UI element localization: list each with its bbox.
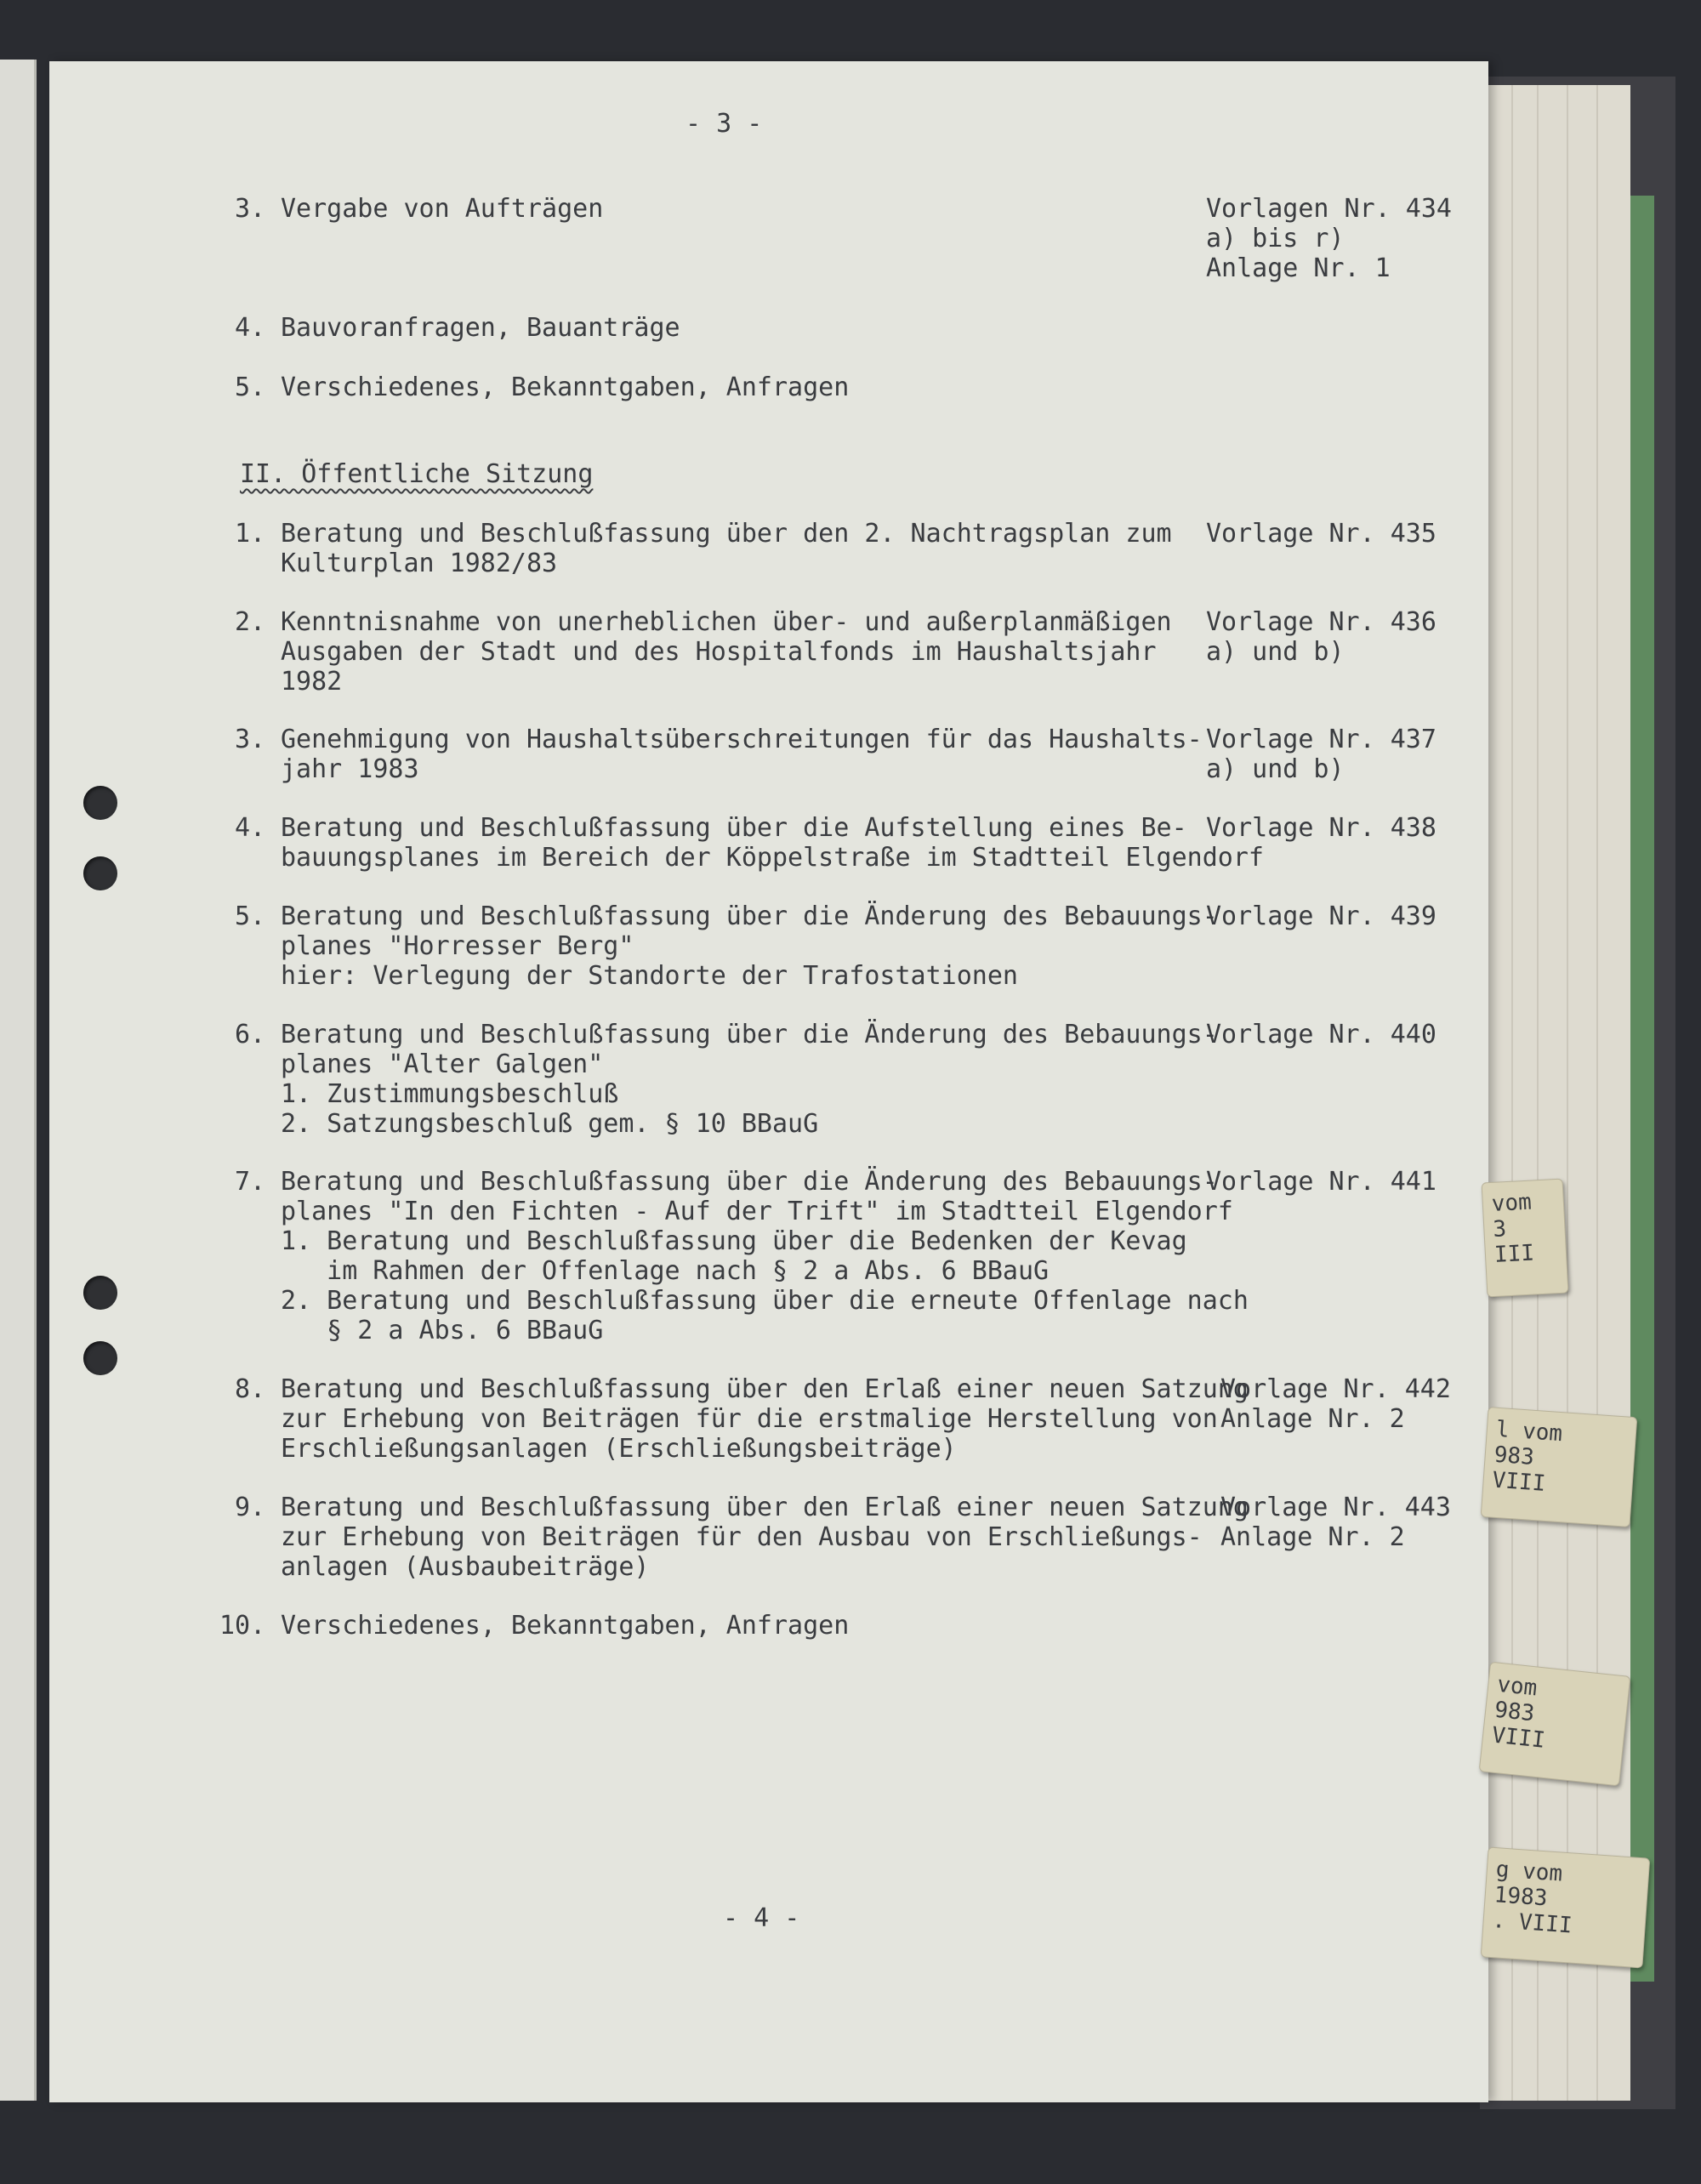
item-text-line: Beratung und Beschlußfassung über den Erlaß einer neuen Satzung: [281, 1493, 1249, 1522]
item-text-line: planes "Alter Galgen": [281, 1049, 604, 1079]
item-number: 1.: [235, 519, 266, 549]
item-text-line: Beratung und Beschlußfassung über den 2. Nachtragsplan zum: [281, 519, 1172, 549]
item-text-line: Bauvoranfragen, Bauanträge: [281, 313, 680, 343]
item-text-line: 1. Zustimmungsbeschluß: [281, 1079, 619, 1109]
item-text-line: Kenntnisnahme von unerheblichen über- und außerplanmäßigen: [281, 607, 1172, 637]
item-number: 4.: [235, 813, 266, 843]
item-number: 9.: [235, 1493, 266, 1522]
item-text-line: bauungsplanes im Bereich der Köppelstraße im Stadtteil Elgendorf: [281, 843, 1264, 873]
item-text-line: hier: Verlegung der Standorte der Trafostationen: [281, 961, 1018, 991]
page-number-bottom: - 4 -: [723, 1903, 800, 1933]
page-number-top: - 3 -: [686, 109, 763, 139]
item-text-line: 1. Beratung und Beschlußfassung über die Bedenken der Kevag: [281, 1226, 1187, 1256]
item-number: 6.: [235, 1020, 266, 1049]
item-reference: a) und b): [1206, 637, 1345, 667]
item-reference: a) und b): [1206, 754, 1345, 784]
item-number: 3.: [235, 194, 266, 224]
punch-hole: [83, 1276, 117, 1310]
item-text-line: planes "In den Fichten - Auf der Trift" im Stadtteil Elgendorf: [281, 1197, 1233, 1226]
item-reference: Vorlage Nr. 439: [1206, 901, 1436, 931]
item-number: 2.: [235, 607, 266, 637]
index-tab: vom 983 VIII: [1479, 1662, 1631, 1787]
item-reference: Vorlage Nr. 440: [1206, 1020, 1436, 1049]
index-tab: g vom 1983 . VIII: [1481, 1846, 1651, 1968]
item-text-line: Beratung und Beschlußfassung über den Erlaß einer neuen Satzung: [281, 1374, 1249, 1404]
item-text-line: Verschiedenes, Bekanntgaben, Anfragen: [281, 373, 850, 402]
item-text-line: 2. Satzungsbeschluß gem. § 10 BBauG: [281, 1109, 819, 1139]
left-page-edge: [0, 60, 37, 2101]
item-reference: Vorlage Nr. 441: [1206, 1167, 1436, 1197]
item-text-line: im Rahmen der Offenlage nach § 2 a Abs. 6 BBauG: [281, 1256, 1050, 1286]
item-text-line: Beratung und Beschlußfassung über die Änderung des Bebauungs-: [281, 1167, 1218, 1197]
item-reference: Anlage Nr. 1: [1206, 253, 1391, 283]
punch-hole: [83, 1341, 117, 1375]
index-tab: l vom 983 VIII: [1481, 1407, 1638, 1527]
item-text-line: Beratung und Beschlußfassung über die Änderung des Bebauungs-: [281, 901, 1218, 931]
item-text-line: planes "Horresser Berg": [281, 931, 634, 961]
item-number: 4.: [235, 313, 266, 343]
item-text-line: Erschließungsanlagen (Erschließungsbeiträge): [281, 1434, 957, 1464]
item-reference: Vorlagen Nr. 434: [1206, 194, 1452, 224]
item-reference: Vorlage Nr. 442: [1220, 1374, 1451, 1404]
item-text-line: Vergabe von Aufträgen: [281, 194, 604, 224]
item-reference: Vorlage Nr. 438: [1206, 813, 1436, 843]
item-text-line: Beratung und Beschlußfassung über die Änderung des Bebauungs-: [281, 1020, 1218, 1049]
item-text-line: Kulturplan 1982/83: [281, 549, 558, 578]
item-text-line: Verschiedenes, Bekanntgaben, Anfragen: [281, 1611, 850, 1641]
index-tab: vom 3 III: [1482, 1179, 1569, 1298]
item-reference: a) bis r): [1206, 224, 1345, 253]
item-reference: Vorlage Nr. 437: [1206, 725, 1436, 754]
item-text-line: anlagen (Ausbaubeiträge): [281, 1552, 650, 1582]
item-text-line: Beratung und Beschlußfassung über die Aufstellung eines Be-: [281, 813, 1187, 843]
item-reference: Anlage Nr. 2: [1220, 1404, 1405, 1434]
item-reference: Vorlage Nr. 443: [1220, 1493, 1451, 1522]
item-reference: Anlage Nr. 2: [1220, 1522, 1405, 1552]
item-text-line: Ausgaben der Stadt und des Hospitalfonds im Haushaltsjahr: [281, 637, 1157, 667]
item-text-line: 1982: [281, 667, 343, 697]
item-number: 3.: [235, 725, 266, 754]
punch-hole: [83, 786, 117, 820]
item-text-line: 2. Beratung und Beschlußfassung über die erneute Offenlage nach: [281, 1286, 1249, 1316]
page-stack-edge: [1484, 85, 1630, 2101]
item-reference: Vorlage Nr. 435: [1206, 519, 1436, 549]
item-text-line: jahr 1983: [281, 754, 419, 784]
punch-hole: [83, 856, 117, 890]
item-reference: Vorlage Nr. 436: [1206, 607, 1436, 637]
item-number: 5.: [235, 373, 266, 402]
item-text-line: Genehmigung von Haushaltsüberschreitungen für das Haushalts-: [281, 725, 1203, 754]
document-page: [49, 61, 1488, 2102]
item-number: 10.: [219, 1611, 266, 1641]
item-text-line: § 2 a Abs. 6 BBauG: [281, 1316, 604, 1345]
item-text-line: zur Erhebung von Beiträgen für den Ausbau von Erschließungs-: [281, 1522, 1203, 1552]
item-number: 7.: [235, 1167, 266, 1197]
item-text-line: zur Erhebung von Beiträgen für die erstmalige Herstellung von: [281, 1404, 1218, 1434]
item-number: 5.: [235, 901, 266, 931]
section-heading: II. Öffentliche Sitzung: [240, 459, 594, 489]
item-number: 8.: [235, 1374, 266, 1404]
